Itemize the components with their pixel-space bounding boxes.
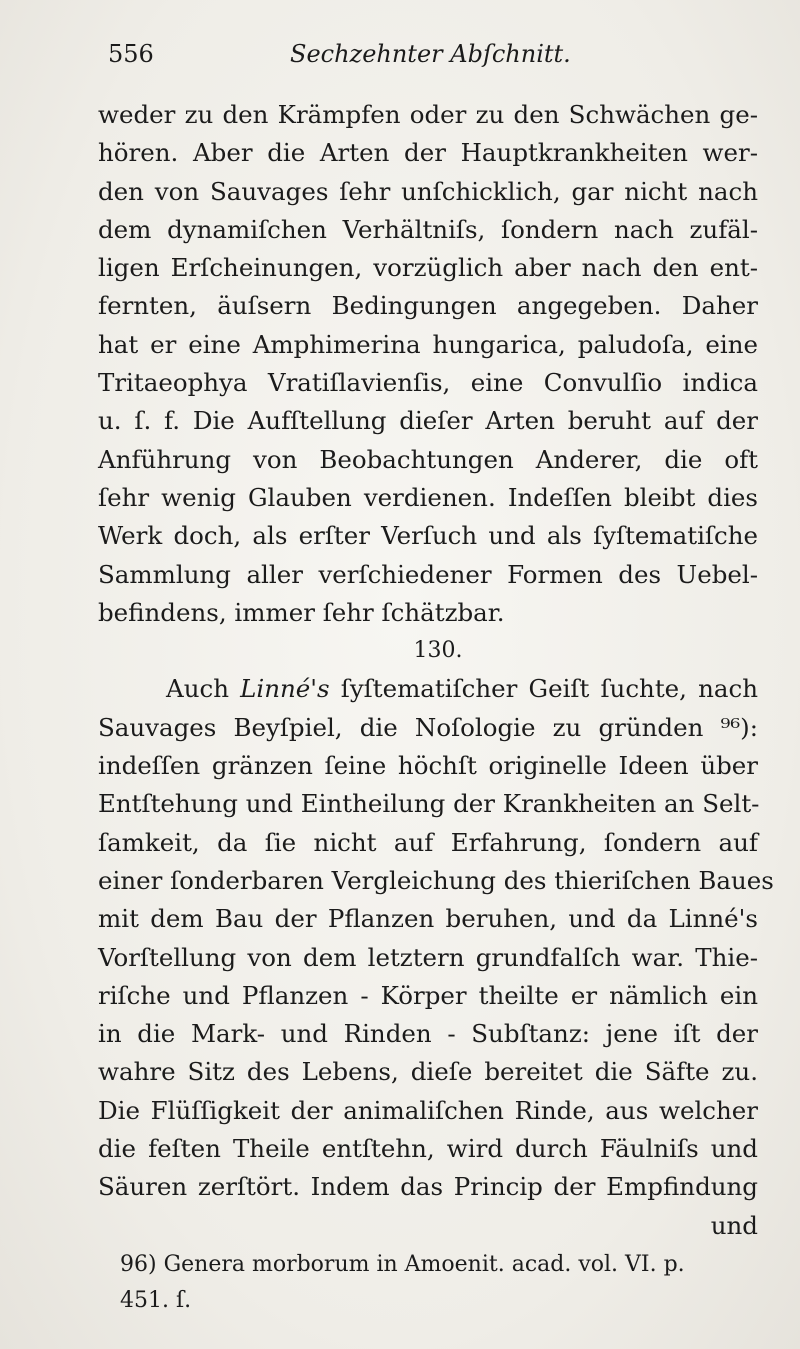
- text-line: ſehr wenig Glauben verdienen. Indeſſen bleibt dies: [98, 482, 758, 512]
- text-line: Vorſtellung von dem letztern grundfalſch war. Thie-: [98, 942, 758, 972]
- text-line: den von Sauvages ſehr unſchicklich, gar nicht nach: [98, 176, 758, 206]
- text-line: mit dem Bau der Pflanzen beruhen, und da Linné's: [98, 904, 758, 934]
- text-line: indeſſen gränzen ſeine höchſt originelle Ideen über: [98, 751, 758, 781]
- running-title: Sechzehnter Abſchnitt.: [290, 40, 571, 68]
- text-line: Werk doch, als erſter Verſuch und als ſyſtematiſche: [98, 521, 758, 551]
- page-header: [108, 40, 668, 80]
- text-line: Sammlung aller verſchiedener Formen des Uebel-: [98, 559, 758, 589]
- text-line: u. ſ. f. Die Aufſtellung dieſer Arten beruht auf der: [98, 406, 758, 436]
- catchword: und: [710, 1210, 758, 1240]
- text-line: Sauvages Beyſpiel, die Noſologie zu gründen ⁹⁶):: [98, 712, 758, 742]
- text-line: Säuren zerſtört. Indem das Princip der Empfindung: [98, 1172, 758, 1202]
- text-line: fernten, äuſsern Bedingungen angegeben. Daher: [98, 291, 758, 321]
- text-line: hören. Aber die Arten der Hauptkrankheiten wer-: [98, 138, 758, 168]
- text-line: in die Mark- und Rinden - Subſtanz: jene iſt der: [98, 1019, 758, 1049]
- author-name: Linné's: [240, 674, 330, 704]
- text-line: hat er eine Amphimerina hungarica, paludoſa, eine: [98, 329, 758, 359]
- main-text: [98, 96, 774, 1245]
- page-number: 556: [108, 40, 154, 68]
- footnote-line: 96) Genera morborum in Amoenit. acad. vol. VI. p.: [120, 1252, 685, 1277]
- text-line: wahre Sitz des Lebens, dieſe bereitet die Säfte zu.: [98, 1057, 758, 1087]
- text-fragment: Auch: [166, 674, 241, 704]
- text-line: die feſten Theile entſtehn, wird durch Fäulniſs und: [98, 1134, 758, 1164]
- text-line: riſche und Pflanzen - Körper theilte er nämlich ein: [98, 980, 758, 1010]
- footnote-line: 451. ſ.: [120, 1288, 192, 1313]
- text-line: ſamkeit, da ſie nicht auf Erfahrung, ſondern auf: [98, 827, 758, 857]
- section-number: 130.: [413, 638, 463, 664]
- text-line: weder zu den Krämpfen oder zu den Schwächen ge-: [98, 100, 758, 129]
- text-line: Entſtehung und Eintheilung der Krankheiten an Selt-: [98, 789, 760, 819]
- text-line: Tritaeophya Vratiſlavienſis, eine Convulſio indica: [98, 368, 758, 398]
- text-line: ligen Erſcheinungen, vorzüglich aber nach den ent-: [98, 253, 758, 283]
- text-line: Anführung von Beobachtungen Anderer, die oft: [98, 444, 758, 474]
- text-line: einer ſonderbaren Vergleichung des thieriſchen Baues: [98, 865, 774, 895]
- text-line: [98, 670, 758, 708]
- text-line: dem dynamiſchen Verhältniſs, ſondern nach zufäl-: [98, 214, 758, 244]
- text-fragment: ſyſtematiſcher Geiſt ſuchte, nach: [329, 674, 758, 704]
- text-line: befindens, immer ſehr ſchätzbar.: [98, 597, 505, 627]
- text-line: Die Flüſſigkeit der animaliſchen Rinde, aus welcher: [98, 1095, 758, 1125]
- footnote: [120, 1247, 756, 1319]
